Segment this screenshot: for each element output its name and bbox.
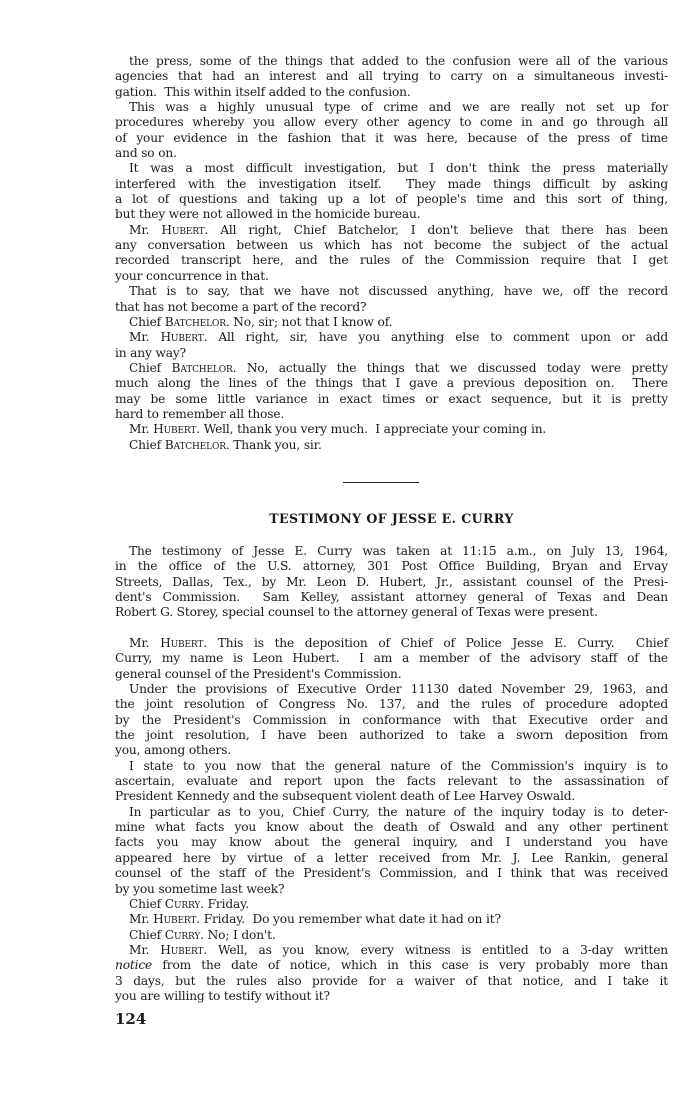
paragraph: [115, 100, 668, 161]
text-line: [115, 315, 668, 330]
line-text: general counsel of the President's Commission.: [115, 666, 402, 681]
speaker-name: Hubert: [161, 222, 205, 237]
line-text: recorded transcript here, and the rules of the Commission require that I get: [115, 253, 668, 268]
line-text: notice from the date of notice, which in this case is very probably more than: [115, 958, 668, 973]
speaker-paragraph: [115, 361, 668, 422]
text-line: [115, 115, 668, 130]
line-text: . No, sir; not that I know of.: [225, 314, 393, 329]
text-line: [115, 989, 668, 1004]
text-line: [115, 330, 668, 345]
text-line: [115, 943, 668, 958]
line-text: but they were not allowed in the homicide bureau.: [115, 207, 421, 222]
paragraph: [115, 161, 668, 222]
text-line: [115, 392, 668, 407]
speaker-paragraph: [115, 438, 668, 453]
line-text: in the office of the U.S. attorney, 301 Post Office Building, Bryan and Ervay: [115, 559, 668, 574]
text-line: [115, 851, 668, 866]
text-line: [115, 651, 668, 666]
line-text: facts you may know about the general inquiry, and I understand you have: [115, 835, 668, 850]
line-text: ascertain, evaluate and report upon the facts relevant to the assassination of: [115, 774, 668, 789]
line-text: It was a most difficult investigation, but I don't think the press materially: [129, 161, 668, 176]
line-text: Under the provisions of Executive Order 11130 dated November 29, 1963, and: [129, 682, 668, 697]
text-line: [115, 54, 668, 69]
line-text: . Well, as you know, every witness is entitled to a 3-day written: [203, 942, 668, 957]
line-text: you are willing to testify without it?: [115, 988, 330, 1003]
line-text: mine what facts you know about the death of Oswald and any other pertinent: [115, 820, 668, 835]
line-text: you, among others.: [115, 743, 232, 758]
paragraph: [115, 682, 668, 759]
speaker-paragraph: [115, 928, 668, 943]
page-number: 124: [115, 1010, 147, 1028]
line-text: . No; I don't.: [200, 927, 276, 942]
line-text: the press, some of the things that added to the confusion were all of the various: [129, 54, 668, 68]
text-line: [115, 866, 668, 881]
speaker-name: Hubert: [160, 942, 204, 957]
line-text: procedures whereby you allow every other agency to come in and go through all: [115, 115, 668, 130]
text-line: [115, 223, 668, 238]
text-line: [115, 100, 668, 115]
line-text: a lot of questions and taking up a lot of people's time and this sort of thing,: [115, 192, 668, 207]
text-line: [115, 774, 668, 789]
line-text: This was a highly unusual type of crime and we are really not set up for: [129, 100, 668, 115]
speaker-name: Curry: [164, 896, 201, 911]
text-line: [115, 238, 668, 253]
text-line: [115, 177, 668, 192]
text-line: [115, 789, 668, 804]
speaker-title: Chief: [129, 360, 172, 375]
line-text: of your evidence in the fashion that it was here, because of the press of time: [115, 130, 668, 145]
text-line: [115, 269, 668, 284]
speaker-name: Hubert: [153, 422, 197, 437]
speaker-name: Batchelor: [164, 437, 226, 452]
line-text: Robert G. Storey, special counsel to the attorney general of Texas were present.: [115, 605, 598, 620]
speaker-paragraph: [115, 330, 668, 361]
text-line: [115, 575, 668, 590]
paragraph: [115, 54, 668, 100]
speaker-title: Mr.: [129, 222, 162, 237]
text-line: [115, 958, 668, 973]
speaker-paragraph: [115, 943, 668, 1004]
text-line: [115, 759, 668, 774]
text-line: [115, 805, 668, 820]
speaker-title: Chief: [129, 314, 165, 329]
line-text: interfered with the investigation itself. They made things difficult by asking: [115, 176, 668, 191]
text-line: [115, 605, 668, 620]
line-text: your concurrence in that.: [115, 268, 269, 283]
speaker-name: Hubert: [153, 912, 197, 927]
line-text: . This is the deposition of Chief of Police Jesse E. Curry. Chief: [203, 636, 668, 650]
line-text: and so on.: [115, 146, 177, 161]
line-text: I state to you now that the general nature of the Commission's inquiry is to: [129, 758, 668, 773]
line-text: Curry, my name is Leon Hubert. I am a member of the advisory staff of the: [115, 651, 668, 666]
speaker-name: Batchelor: [164, 314, 226, 329]
continued-testimony: [115, 54, 668, 453]
text-line: [115, 974, 668, 989]
line-text: That is to say, that we have not discussed anything, have we, off the record: [129, 284, 668, 299]
text-line: [115, 438, 668, 453]
text-line: [115, 697, 668, 712]
text-line: [115, 667, 668, 682]
curry-testimony: [115, 636, 668, 1004]
text-line: [115, 928, 668, 943]
paragraph: [115, 805, 668, 897]
text-line: [115, 284, 668, 299]
speaker-name: Hubert: [160, 636, 204, 650]
text-line: [115, 131, 668, 146]
line-text: may be some little variance in exact times or exact sequence, but it is pretty: [115, 391, 668, 406]
text-line: [115, 636, 668, 651]
speaker-title: Mr.: [129, 422, 154, 437]
line-text: 3 days, but the rules also provide for a waiver of that notice, and I take it: [115, 973, 668, 988]
section-heading: TESTIMONY OF JESSE E. CURRY: [269, 511, 514, 526]
speaker-name: Hubert: [160, 330, 204, 345]
testimony-intro: [115, 544, 668, 621]
text-line: [115, 361, 668, 376]
text-line: [115, 713, 668, 728]
line-text: . Friday.: [200, 896, 249, 911]
speaker-paragraph: [115, 223, 668, 284]
line-text: hard to remember all those.: [115, 406, 285, 421]
line-text: that has not become a part of the record?: [115, 299, 367, 314]
line-text: by the President's Commission in conformance with that Executive order and: [115, 712, 668, 727]
paragraph: [115, 759, 668, 805]
speaker-paragraph: [115, 422, 668, 437]
text-line: [115, 835, 668, 850]
line-text: Streets, Dallas, Tex., by Mr. Leon D. Hubert, Jr., assistant counsel of the Presi-: [115, 574, 668, 589]
line-text: gation. This within itself added to the confusion.: [115, 84, 411, 99]
speaker-title: Chief: [129, 927, 165, 942]
text-line: [115, 820, 668, 835]
text-line: [115, 407, 668, 422]
text-line: [115, 300, 668, 315]
speaker-title: Mr.: [129, 330, 161, 345]
line-text: . Well, thank you very much. I appreciate your coming in.: [196, 422, 547, 437]
paragraph: [115, 544, 668, 621]
line-text: President Kennedy and the subsequent violent death of Lee Harvey Oswald.: [115, 789, 576, 804]
speaker-paragraph: [115, 636, 668, 682]
text-line: [115, 728, 668, 743]
text-line: [115, 897, 668, 912]
text-line: [115, 682, 668, 697]
speaker-paragraph: [115, 315, 668, 330]
line-text: by you sometime last week?: [115, 881, 285, 896]
line-text: agencies that had an interest and all trying to carry on a simultaneous investi-: [115, 69, 668, 84]
text-line: [115, 346, 668, 361]
text-line: [115, 743, 668, 758]
line-text: . Thank you, sir.: [225, 437, 322, 452]
line-text: . All right, Chief Batchelor, I don't believe that there has been: [204, 222, 669, 237]
speaker-title: Mr.: [129, 912, 154, 927]
line-text: the joint resolution, I have been authorized to take a sworn deposition from: [115, 728, 668, 743]
text-line: [115, 590, 668, 605]
line-text: any conversation between us which has not become the subject of the actual: [115, 238, 668, 253]
speaker-title: Mr.: [129, 942, 161, 957]
line-text: much along the lines of the things that I gave a previous deposition on. There: [115, 376, 668, 391]
text-line: [115, 192, 668, 207]
speaker-title: Mr.: [129, 636, 161, 650]
text-line: [115, 85, 668, 100]
text-line: [115, 207, 668, 222]
text-line: [115, 882, 668, 897]
text-line: [115, 559, 668, 574]
line-text: . Friday. Do you remember what date it had on it?: [196, 912, 501, 927]
line-text: . All right, sir, have you anything else to comment upon or add: [203, 330, 668, 345]
line-text: in any way?: [115, 345, 186, 360]
line-text: In particular as to you, Chief Curry, the nature of the inquiry today is to deter-: [129, 804, 668, 819]
line-text: . No, actually the things that we discussed today were pretty: [232, 360, 668, 375]
text-line: [115, 161, 668, 176]
text-line: [115, 912, 668, 927]
text-line: [115, 376, 668, 391]
text-line: [115, 422, 668, 437]
speaker-title: Chief: [129, 896, 165, 911]
text-line: [115, 146, 668, 161]
line-text: The testimony of Jesse E. Curry was taken at 11:15 a.m., on July 13, 1964,: [129, 544, 668, 558]
text-line: [115, 544, 668, 559]
speaker-paragraph: [115, 912, 668, 927]
line-text: the joint resolution of Congress No. 137, and the rules of procedure adopted: [115, 697, 668, 712]
speaker-name: Curry: [164, 927, 201, 942]
line-text: dent's Commission. Sam Kelley, assistant attorney general of Texas and Dean: [115, 590, 668, 605]
text-line: [115, 69, 668, 84]
section-divider: [343, 482, 419, 483]
speaker-paragraph: [115, 897, 668, 912]
speaker-name: Batchelor: [171, 360, 233, 375]
line-text: appeared here by virtue of a letter received from Mr. J. Lee Rankin, general: [115, 850, 668, 865]
speaker-title: Chief: [129, 437, 165, 452]
text-line: [115, 253, 668, 268]
line-text: counsel of the staff of the President's Commission, and I think that was received: [115, 866, 668, 881]
paragraph: [115, 284, 668, 315]
